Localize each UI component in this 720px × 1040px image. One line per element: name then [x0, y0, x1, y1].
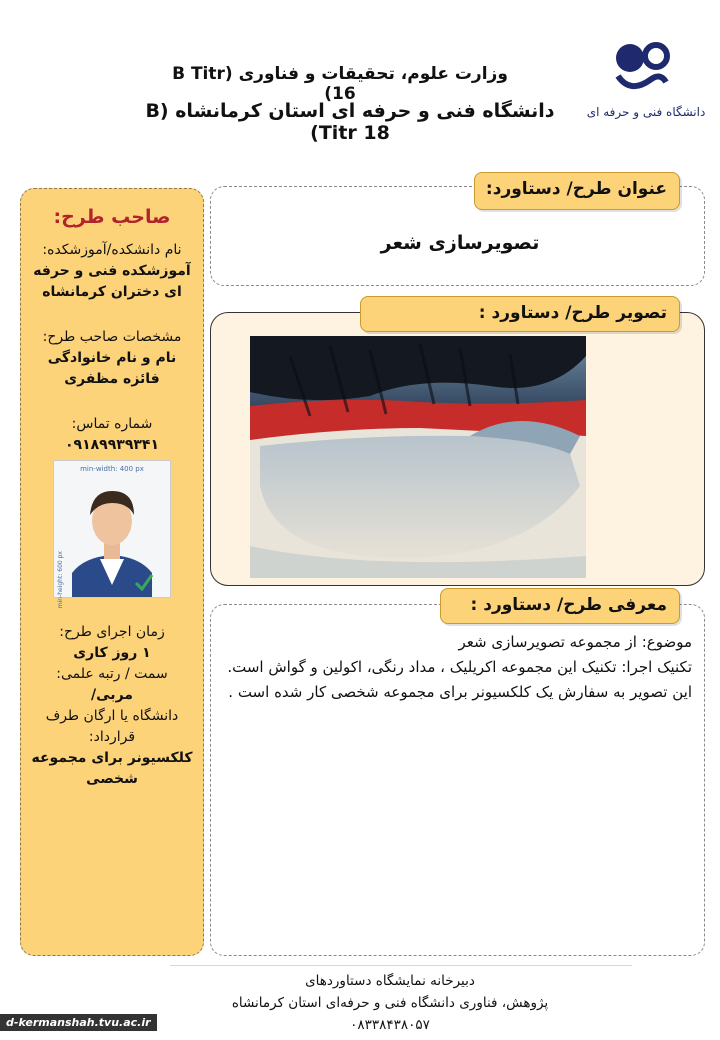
title-tab: عنوان طرح/ دستاورد:: [474, 172, 680, 210]
school-label: نام دانشکده/آموزشکده:: [42, 242, 182, 258]
avatar-placeholder: [53, 460, 171, 609]
intro-line: این تصویر به سفارش یک کلکسیونر برای مجموعه شخصی کار شده است .: [228, 683, 692, 701]
intro-line: تکنیک اجرا: تکنیک این مجموعه اکریلیک ، مداد رنگی، اکولین و گواش است.: [227, 658, 692, 676]
school-value: آموزشکده فنی و حرفه ای دختران کرمانشاه: [33, 263, 191, 300]
footer-line: دبیرخانه نمایشگاه دستاوردهای: [305, 973, 475, 989]
owner-label: مشخصات صاحب طرح:: [42, 329, 182, 345]
owner-title: صاحب طرح:: [53, 206, 171, 228]
painting-image: [250, 336, 586, 578]
intro-line: موضوع: از مجموعه تصویرسازی شعر: [458, 633, 692, 651]
rank-value: مربی/: [91, 687, 133, 703]
owner-name: فائزه مظفری: [64, 371, 160, 387]
phone-label: شماره تماس:: [71, 416, 153, 432]
footer-divider: [170, 965, 632, 966]
footer-line: پژوهش، فناوری دانشگاه فنی و حرفه‌ای استان کرمانشاه: [231, 995, 549, 1011]
footer: [140, 970, 640, 1036]
project-title: تصویرسازی شعر: [380, 232, 540, 254]
university-heading: دانشگاه فنی و حرفه ای استان کرمانشاه (B Titr 18): [145, 100, 555, 144]
owner-name-label: نام و نام خانوادگی: [47, 350, 177, 366]
party-value: کلکسیونر برای مجموعه شخصی: [31, 750, 193, 787]
ministry-heading: وزارت علوم، تحقیقات و فناوری (B Titr 16): [172, 64, 508, 104]
logo-text: دانشگاه فنی و حرفه ای: [586, 105, 706, 119]
university-logo: [586, 36, 706, 128]
duration-label: زمان اجرای طرح:: [59, 624, 165, 640]
phone-value: ۰۹۱۸۹۹۳۹۳۴۱: [65, 437, 159, 453]
owner-sidebar: [20, 188, 204, 956]
photo-min-width: min-width: 400 px: [80, 465, 144, 473]
photo-min-height: min-height: 600 px: [57, 551, 64, 609]
party-label: دانشگاه یا ارگان طرف قرارداد:: [45, 708, 179, 745]
intro-tab: معرفی طرح/ دستاورد :: [440, 588, 680, 624]
rank-label: سمت / رتبه علمی:: [56, 666, 168, 682]
image-tab: تصویر طرح/ دستاورد :: [360, 296, 680, 332]
footer-phone: ۰۸۳۳۸۴۳۸۰۵۷: [350, 1017, 430, 1033]
intro-text: [224, 630, 692, 705]
watermark-link[interactable]: d-kermanshah.tvu.ac.ir: [0, 1014, 157, 1031]
avatar-icon: [54, 461, 170, 609]
duration-value: ۱ روز کاری: [73, 645, 151, 661]
